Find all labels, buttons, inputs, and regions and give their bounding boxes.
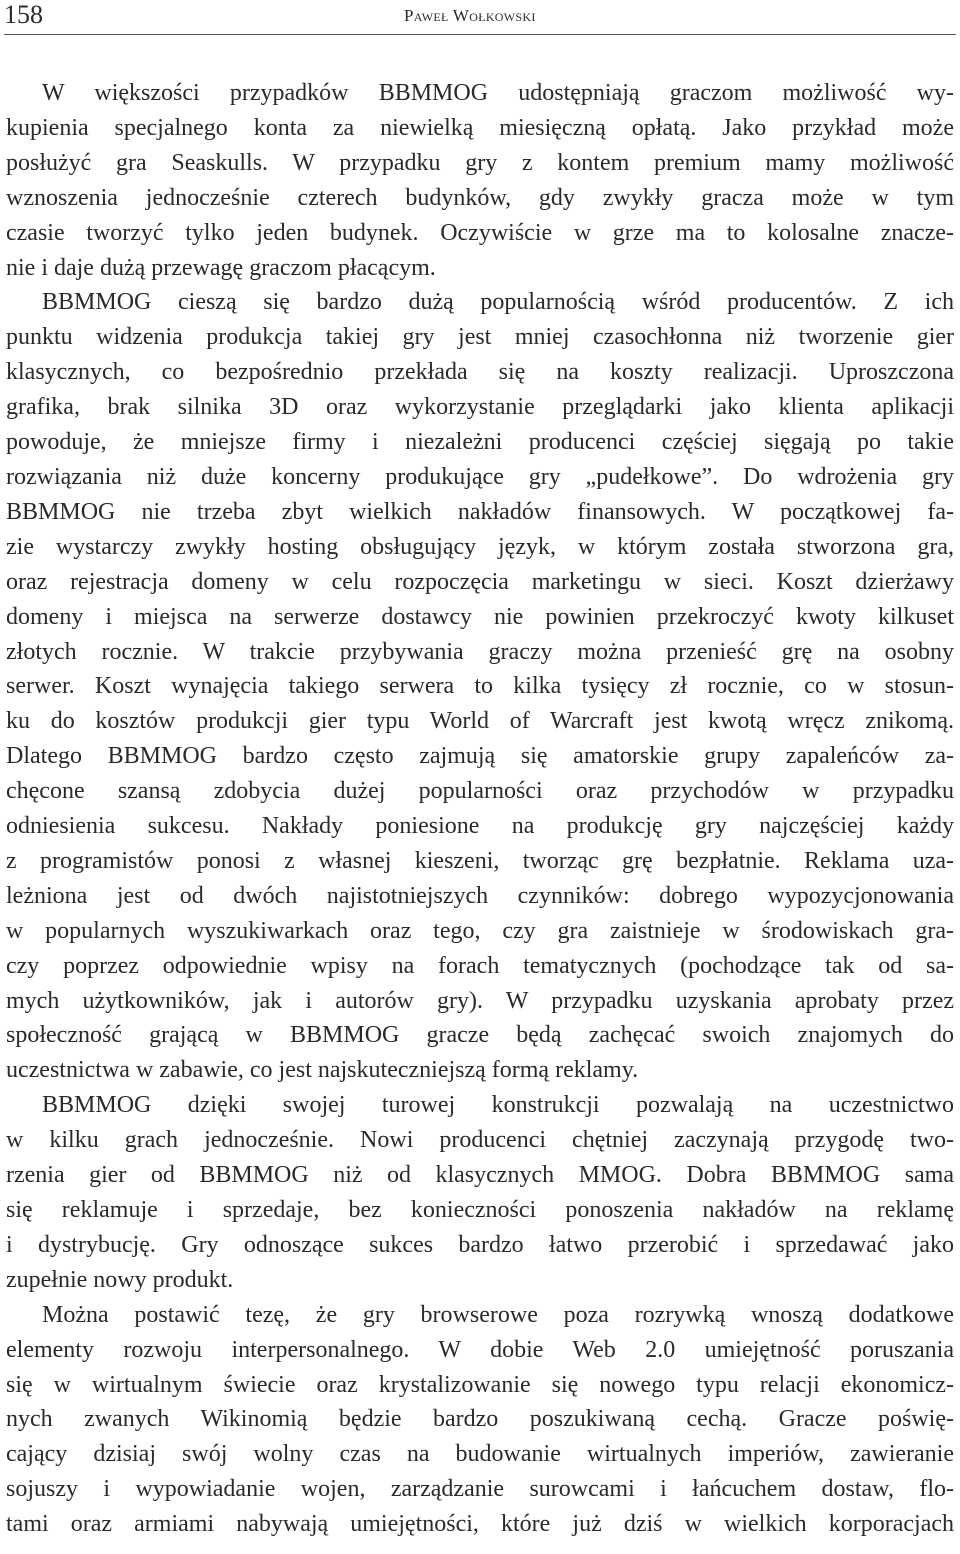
text-line: nych zwanych Wikinomią będzie bardzo poszukiwaną cechą. Gracze poświę- (6, 1406, 954, 1433)
text-line: domeny i miejsca na serwerze dostawcy nie powinien przekroczyć kwoty kilkuset (6, 603, 954, 630)
text-line: kupienia specjalnego konta za niewielką miesięczną opłatą. Jako przykład może (6, 114, 954, 141)
page-header (4, 0, 956, 35)
text-line: chęcone szansą zdobycia dużej popularności oraz przychodów w przypadku (6, 778, 954, 805)
text-line: grafika, brak silnika 3D oraz wykorzystanie przeglądarki jako klienta aplikacji (6, 394, 954, 421)
text-line: BBMMOG nie trzeba zbyt wielkich nakładów finansowych. W początkowej fa- (6, 498, 954, 525)
text-line: się w wirtualnym świecie oraz krystalizowanie się nowego typu relacji ekonomicz- (6, 1371, 954, 1398)
text-line: sojuszy i wypowiadanie wojen, zarządzanie surowcami i łańcuchem dostaw, flo- (6, 1476, 954, 1503)
text-line: mych użytkowników, jak i autorów gry). W przypadku uzyskania aprobaty przez (6, 987, 954, 1014)
text-line: klasycznych, co bezpośrednio przekłada się na koszty realizacji. Uproszczona (6, 359, 954, 386)
text-line: Można postawić tezę, że gry browserowe poza rozrywką wnoszą dodatkowe (42, 1301, 954, 1328)
text-line: społeczność grającą w BBMMOG gracze będą zachęcać swoich znajomych do (6, 1022, 954, 1049)
text-line: złotych rocznie. W trakcie przybywania graczy można przenieść grę na osobny (6, 638, 954, 665)
text-line: w popularnych wyszukiwarkach oraz tego, czy gra zaistnieje w środowiskach gra- (6, 917, 954, 944)
page-number: 158 (4, 0, 43, 29)
text-line: BBMMOG dzięki swojej turowej konstrukcji pozwalają na uczestnictwo (42, 1092, 954, 1119)
text-line: tami oraz armiami nabywają umiejętności, które już dziś w wielkich korporacjach (6, 1511, 954, 1538)
text-line: nie i daje dużą przewagę graczom płacącym. (6, 254, 436, 281)
text-line: czasie tworzyć tylko jeden budynek. Oczywiście w grze ma to kolosalne znacze- (6, 219, 954, 246)
text-line: cający dzisiaj swój wolny czas na budowanie wirtualnych imperiów, zawieranie (6, 1441, 954, 1468)
text-line: czy poprzez odpowiednie wpisy na forach tematycznych (pochodzące tak od sa- (6, 952, 954, 979)
text-line: ku do kosztów produkcji gier typu World of Warcraft jest kwotą wręcz znikomą. (6, 708, 954, 735)
text-line: rzenia gier od BBMMOG niż od klasycznych MMOG. Dobra BBMMOG sama (6, 1162, 954, 1189)
text-line: zupełnie nowy produkt. (6, 1266, 234, 1293)
running-head-author: Paweł Wołkowski (404, 6, 536, 25)
text-line: odniesienia sukcesu. Nakłady poniesione na produkcję gry najczęściej każdy (6, 813, 954, 840)
body-text (6, 76, 954, 1542)
text-line: i dystrybucję. Gry odnoszące sukces bardzo łatwo przerobić i sprzedawać jako (6, 1231, 954, 1258)
text-line: posłużyć gra Seaskulls. W przypadku gry z kontem premium mamy możliwość (6, 149, 954, 176)
text-line: powoduje, że mniejsze firmy i niezależni producenci częściej sięgają po takie (6, 429, 954, 456)
text-line: się reklamuje i sprzedaje, bez konieczności ponoszenia nakładów na reklamę (6, 1197, 954, 1223)
text-line: wznoszenia jednocześnie czterech budynków, gdy zwykły gracza może w tym (6, 184, 954, 211)
text-line: leżniona jest od dwóch najistotniejszych czynników: dobrego wypozycjonowania (6, 882, 954, 909)
text-line: BBMMOG cieszą się bardzo dużą popularnością wśród producentów. Z ich (42, 289, 954, 316)
text-line: W większości przypadków BBMMOG udostępniają graczom możliwość wy- (42, 80, 954, 106)
text-line: Dlatego BBMMOG bardzo często zajmują się amatorskie grupy zapaleńców za- (6, 743, 954, 770)
text-line: punktu widzenia produkcja takiej gry jest mniej czasochłonna niż tworzenie gier (6, 324, 954, 351)
text-line: zie wystarczy zwykły hosting obsługujący język, w którym została stworzona gra, (6, 533, 954, 560)
text-line: rozwiązania niż duże koncerny produkujące gry „pudełkowe”. Do wdrożenia gry (6, 463, 954, 490)
text-line: oraz rejestracja domeny w celu rozpoczęcia marketingu w sieci. Koszt dzierżawy (6, 568, 954, 595)
text-line: z programistów ponosi z własnej kieszeni, tworząc grę bezpłatnie. Reklama uza- (6, 847, 954, 874)
text-line: uczestnictwa w zabawie, co jest najskuteczniejszą formą reklamy. (6, 1057, 639, 1084)
text-line: w kilku grach jednocześnie. Nowi producenci chętniej zaczynają przygodę two- (6, 1127, 954, 1154)
text-line: elementy rozwoju interpersonalnego. W dobie Web 2.0 umiejętność poruszania (6, 1336, 954, 1363)
text-line: serwer. Koszt wynajęcia takiego serwera to kilka tysięcy zł rocznie, co w stosun- (6, 673, 954, 700)
